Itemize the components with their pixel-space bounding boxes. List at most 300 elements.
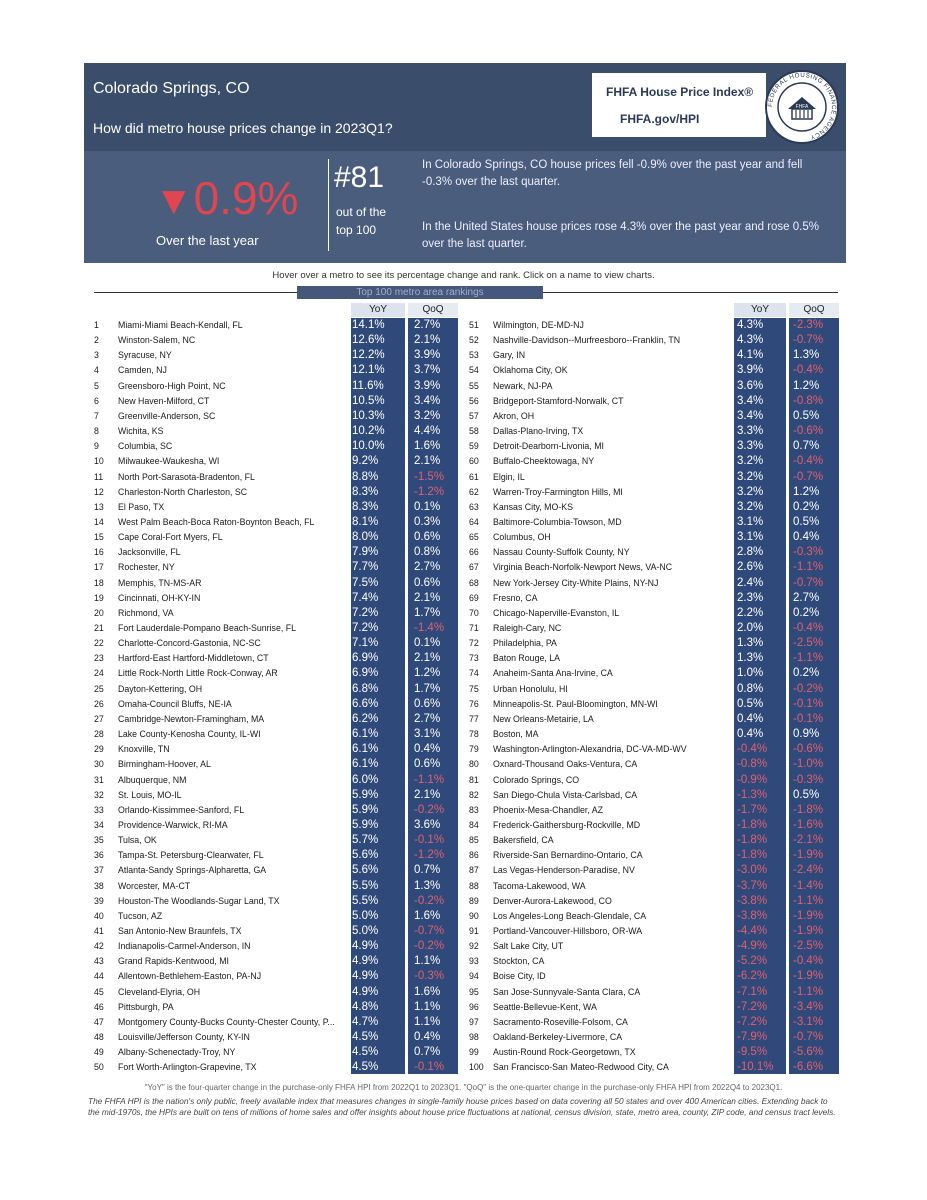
yoy-value: 0.8%	[737, 682, 764, 695]
yoy-value: 3.2%	[737, 485, 764, 498]
qoq-value: 0.2%	[793, 606, 820, 619]
metro-name-link[interactable]: Stockton, CA	[493, 956, 545, 967]
ranking-row[interactable]	[94, 1044, 460, 1060]
metro-name-link[interactable]: Salt Lake City, UT	[493, 941, 564, 952]
metro-name-link[interactable]: Wilmington, DE-MD-NJ	[493, 320, 584, 330]
metro-name-link[interactable]: Providence-Warwick, RI-MA	[118, 819, 228, 830]
ranking-row[interactable]	[94, 590, 460, 606]
yoy-value: -4.9%	[737, 940, 768, 953]
ranking-row[interactable]	[469, 438, 841, 454]
ranking-row[interactable]	[94, 332, 460, 348]
ranking-row[interactable]	[94, 650, 460, 666]
ranking-row[interactable]	[469, 878, 841, 894]
metro-name-link[interactable]: North Port-Sarasota-Bradenton, FL	[118, 471, 255, 482]
yoy-value: 7.7%	[352, 561, 379, 574]
yoy-value: 6.1%	[352, 758, 379, 771]
ranking-row[interactable]	[469, 953, 841, 969]
yoy-value: 7.1%	[352, 637, 379, 650]
ranking-row[interactable]	[469, 650, 841, 666]
metro-name-link[interactable]: Baton Rouge, LA	[493, 653, 561, 664]
ranking-row[interactable]	[469, 756, 841, 772]
yoy-value: 6.2%	[352, 712, 379, 725]
metro-name-link[interactable]: Pittsburgh, PA	[118, 1001, 174, 1012]
qoq-value: 1.3%	[793, 349, 820, 362]
qoq-value: 1.6%	[414, 909, 441, 922]
ranking-row[interactable]	[94, 893, 460, 909]
ranking-row[interactable]	[469, 711, 841, 727]
metro-name-link[interactable]: Boston, MA	[493, 729, 539, 740]
metro-name-link[interactable]: Sacramento-Roseville-Folsom, CA	[493, 1016, 628, 1027]
qoq-value: -1.1%	[793, 894, 824, 907]
ranking-row[interactable]	[469, 1044, 841, 1060]
metro-name-link[interactable]: New Haven-Milford, CT	[118, 395, 210, 406]
metro-name-link[interactable]: Buffalo-Cheektowaga, NY	[493, 456, 595, 467]
ranking-row[interactable]	[94, 362, 460, 378]
metro-name-link[interactable]: San Francisco-San Mateo-Redwood City, CA	[493, 1062, 669, 1073]
metro-name-link[interactable]: Milwaukee-Waukesha, WI	[118, 456, 220, 467]
metro-name-link[interactable]: Cape Coral-Fort Myers, FL	[118, 532, 223, 543]
ranking-row[interactable]	[469, 529, 841, 545]
qoq-value: 0.5%	[793, 788, 820, 801]
metro-name-link[interactable]: Syracuse, NY	[118, 350, 172, 361]
rank-number: 47	[94, 1016, 104, 1027]
metro-name-link[interactable]: Virginia Beach-Norfolk-Newport News, VA-NC	[493, 562, 673, 573]
ranking-row[interactable]	[469, 332, 841, 348]
metro-name-link[interactable]: Tulsa, OK	[118, 835, 157, 846]
ranking-row[interactable]	[469, 544, 841, 560]
metro-name-link[interactable]: Portland-Vancouver-Hillsboro, OR-WA	[493, 926, 643, 936]
ranking-row[interactable]	[469, 1014, 841, 1030]
metro-name-link[interactable]: Louisville/Jefferson County, KY-IN	[118, 1032, 250, 1043]
rank-number: 38	[94, 880, 104, 891]
metro-name-link[interactable]: Washington-Arlington-Alexandria, DC-VA-MD-WV	[493, 744, 687, 755]
metro-name-link[interactable]: Columbia, SC	[118, 441, 173, 452]
ranking-row[interactable]	[94, 832, 460, 848]
qoq-value: -1.2%	[414, 849, 445, 862]
qoq-value: 3.9%	[414, 349, 441, 362]
ranking-row[interactable]	[94, 847, 460, 863]
rank-number: 91	[469, 926, 479, 936]
yoy-value: 3.1%	[737, 531, 764, 544]
qoq-value: -6.6%	[793, 1061, 824, 1074]
ranking-row[interactable]	[94, 756, 460, 772]
ranking-row[interactable]	[469, 862, 841, 878]
qoq-value: 1.6%	[414, 440, 441, 453]
metro-name-link[interactable]: Urban Honolulu, HI	[493, 683, 568, 694]
ranking-row[interactable]	[94, 1014, 460, 1030]
ranking-row[interactable]	[94, 726, 460, 742]
yoy-value: 4.5%	[352, 1031, 379, 1044]
ranking-row[interactable]	[469, 423, 841, 439]
yoy-value: 4.9%	[352, 985, 379, 998]
metro-name-link[interactable]: Minneapolis-St. Paul-Bloomington, MN-WI	[493, 698, 658, 709]
ranking-row[interactable]	[94, 499, 460, 515]
ranking-row[interactable]	[469, 362, 841, 378]
yoy-value: 3.2%	[737, 455, 764, 468]
metro-name-link[interactable]: Oklahoma City, OK	[493, 365, 568, 376]
metro-name-link[interactable]: Albany-Schenectady-Troy, NY	[118, 1047, 236, 1058]
ranking-row[interactable]	[94, 559, 460, 575]
rank-number: 70	[469, 607, 479, 618]
ranking-row[interactable]	[94, 484, 460, 500]
metro-name-link[interactable]: Allentown-Bethlehem-Easton, PA-NJ	[118, 971, 262, 982]
yoy-value: 7.5%	[352, 576, 379, 589]
ranking-row[interactable]	[469, 514, 841, 530]
ranking-row[interactable]	[94, 665, 460, 681]
metro-name-link[interactable]: Tampa-St. Petersburg-Clearwater, FL	[118, 850, 264, 861]
metro-name-link[interactable]: Las Vegas-Henderson-Paradise, NV	[493, 865, 635, 876]
metro-name-link[interactable]: Omaha-Council Bluffs, NE-IA	[118, 698, 232, 709]
ranking-row[interactable]	[469, 696, 841, 712]
yoy-value: 4.8%	[352, 1000, 379, 1013]
ranking-row[interactable]	[469, 787, 841, 803]
yoy-value: 7.4%	[352, 591, 379, 604]
ranking-row[interactable]	[469, 469, 841, 485]
metro-name-link[interactable]: Atlanta-Sandy Springs-Alpharetta, GA	[118, 865, 267, 876]
yoy-value: 11.6%	[352, 379, 384, 392]
rank-number: 57	[469, 410, 479, 421]
metro-name-link[interactable]: Kansas City, MO-KS	[493, 501, 574, 512]
yoy-value: 6.9%	[352, 652, 379, 665]
yoy-value: 3.2%	[737, 500, 764, 513]
qoq-value: 0.1%	[414, 637, 441, 650]
ranking-row[interactable]	[469, 817, 841, 833]
metro-name-link[interactable]: Orlando-Kissimmee-Sanford, FL	[118, 804, 245, 815]
metro-name-link[interactable]: Hartford-East Hartford-Middletown, CT	[118, 653, 269, 664]
ranking-row[interactable]	[94, 696, 460, 712]
metro-name-link[interactable]: Richmond, VA	[118, 607, 174, 618]
yoy-value: 5.5%	[352, 894, 379, 907]
yoy-value: -5.2%	[737, 955, 768, 968]
rank-number: 53	[469, 350, 479, 361]
ranking-row[interactable]	[94, 787, 460, 803]
yoy-value: -9.5%	[737, 1046, 768, 1059]
ranking-row[interactable]	[94, 635, 460, 651]
yoy-change-big	[154, 171, 298, 225]
yoy-value: 6.0%	[352, 773, 379, 786]
metro-name-link[interactable]: Fort Lauderdale-Pompano Beach-Sunrise, FL	[118, 623, 296, 633]
ranking-row[interactable]	[94, 968, 460, 984]
metro-name-link[interactable]: New Orleans-Metairie, LA	[493, 713, 594, 724]
ranking-row[interactable]	[469, 893, 841, 909]
qoq-value: -1.9%	[793, 970, 824, 983]
ranking-row[interactable]	[469, 347, 841, 363]
metro-name-link[interactable]: Houston-The Woodlands-Sugar Land, TX	[118, 895, 280, 906]
qoq-value: -3.4%	[793, 1000, 824, 1013]
yoy-value: 3.4%	[737, 409, 764, 422]
ranking-row[interactable]	[469, 923, 841, 939]
rank-number: 50	[94, 1062, 104, 1073]
metro-name-link[interactable]: Austin-Round Rock-Georgetown, TX	[493, 1047, 636, 1058]
metro-name-link[interactable]: Colorado Springs, CO	[493, 774, 580, 785]
yoy-value: -7.9%	[737, 1031, 768, 1044]
rank-number: 90	[469, 910, 479, 921]
qoq-value: 1.7%	[414, 606, 441, 619]
metro-name-link[interactable]: New York-Jersey City-White Plains, NY-NJ	[493, 577, 659, 588]
rank-number: 21	[94, 623, 104, 633]
metro-name-link[interactable]: Jacksonville, FL	[118, 547, 181, 558]
metro-name-link[interactable]: Baltimore-Columbia-Towson, MD	[493, 516, 622, 527]
metro-name-link[interactable]: Albuquerque, NM	[118, 774, 187, 785]
ranking-row[interactable]	[469, 620, 841, 636]
ranking-row[interactable]	[94, 908, 460, 924]
ranking-row[interactable]	[469, 1029, 841, 1045]
metro-name-link[interactable]: Rochester, NY	[118, 562, 175, 573]
ranking-row[interactable]	[469, 741, 841, 757]
metro-name-link[interactable]: Greensboro-High Point, NC	[118, 380, 226, 391]
metro-name-link[interactable]: Birmingham-Hoover, AL	[118, 759, 211, 770]
ranking-row[interactable]	[94, 817, 460, 833]
ranking-row[interactable]	[94, 999, 460, 1015]
ranking-row[interactable]	[469, 938, 841, 954]
qoq-value: 0.6%	[414, 531, 441, 544]
metro-name-link[interactable]: San Jose-Sunnyvale-Santa Clara, CA	[493, 986, 641, 997]
yoy-value: -1.8%	[737, 834, 768, 847]
metro-name-link[interactable]: El Paso, TX	[118, 501, 165, 512]
qoq-value: 0.4%	[793, 531, 820, 544]
local-description: In Colorado Springs, CO house prices fell -0.9% over the past year and fell -0.3% over the last quarter.	[422, 159, 803, 188]
ranking-row[interactable]	[94, 741, 460, 757]
ranking-row[interactable]	[94, 938, 460, 954]
ranking-row[interactable]	[94, 514, 460, 530]
yoy-value: 5.5%	[352, 879, 379, 892]
rank-number: 45	[94, 986, 104, 997]
qoq-value: -1.2%	[414, 485, 445, 498]
ranking-row[interactable]	[469, 635, 841, 651]
metro-name-link[interactable]: Bakersfield, CA	[493, 835, 554, 846]
metro-name-link[interactable]: Elgin, IL	[493, 471, 525, 482]
fhfa-seal-icon	[764, 69, 840, 145]
ranking-row[interactable]	[94, 953, 460, 969]
ranking-row[interactable]	[94, 802, 460, 818]
rank-number: 52	[469, 335, 479, 346]
ranking-row[interactable]	[94, 438, 460, 454]
ranking-row[interactable]	[94, 605, 460, 621]
qoq-value: 1.2%	[414, 667, 441, 680]
ranking-row[interactable]	[469, 772, 841, 788]
metro-name-link[interactable]: Lake County-Kenosha County, IL-WI	[118, 729, 261, 740]
metro-name-link[interactable]: Raleigh-Cary, NC	[493, 623, 562, 633]
metro-name-link[interactable]: Detroit-Dearborn-Livonia, MI	[493, 441, 604, 452]
metro-name-link[interactable]: Akron, OH	[493, 410, 535, 421]
qoq-value: 0.8%	[414, 546, 441, 559]
metro-name-link[interactable]: Grand Rapids-Kentwood, MI	[118, 956, 229, 967]
yoy-value: 5.9%	[352, 818, 379, 831]
ranking-row[interactable]	[94, 711, 460, 727]
rank-number: 93	[469, 956, 479, 967]
ranking-row[interactable]	[94, 544, 460, 560]
qoq-value: 3.2%	[414, 409, 441, 422]
metro-name-link[interactable]: Greenville-Anderson, SC	[118, 410, 216, 421]
ranking-row[interactable]	[469, 984, 841, 1000]
metro-name-link[interactable]: Chicago-Naperville-Evanston, IL	[493, 607, 620, 618]
ranking-row[interactable]	[469, 681, 841, 697]
metro-name-link[interactable]: Tucson, AZ	[118, 910, 163, 921]
metro-name-link[interactable]: Charleston-North Charleston, SC	[118, 486, 248, 497]
rank-number: 19	[94, 592, 104, 603]
metro-name-link[interactable]: Winston-Salem, NC	[118, 335, 196, 346]
ranking-row[interactable]	[469, 908, 841, 924]
rank-number: 32	[94, 789, 104, 800]
ranking-row[interactable]	[469, 832, 841, 848]
metro-name-link[interactable]: Cincinnati, OH-KY-IN	[118, 592, 201, 603]
metro-name-link[interactable]: Fresno, CA	[493, 592, 538, 603]
ranking-row[interactable]	[94, 453, 460, 469]
rank-number: 54	[469, 365, 479, 376]
rank-number: 40	[94, 910, 104, 921]
ranking-row[interactable]	[94, 862, 460, 878]
ranking-row[interactable]	[469, 453, 841, 469]
ranking-row[interactable]	[94, 393, 460, 409]
rank-number: 44	[94, 971, 104, 982]
rank-number: 25	[94, 683, 104, 694]
metro-name-link[interactable]: Philadelphia, PA	[493, 638, 557, 649]
metro-name-link[interactable]: Dallas-Plano-Irving, TX	[493, 426, 584, 437]
metro-name-link[interactable]: Phoenix-Mesa-Chandler, AZ	[493, 804, 604, 815]
yoy-value: 5.0%	[352, 909, 379, 922]
ranking-row[interactable]	[469, 605, 841, 621]
ranking-row[interactable]	[469, 968, 841, 984]
metro-name-link[interactable]: Wichita, KS	[118, 426, 164, 437]
ranking-row[interactable]	[469, 317, 841, 333]
metro-name-link[interactable]: Indianapolis-Carmel-Anderson, IN	[118, 941, 251, 952]
ranking-row[interactable]	[94, 1059, 460, 1075]
metro-name-link[interactable]: Gary, IN	[493, 350, 526, 361]
ranking-row[interactable]	[94, 317, 460, 333]
metro-name-link[interactable]: Memphis, TN-MS-AR	[118, 577, 202, 588]
qoq-value: -1.1%	[793, 561, 824, 574]
metro-name-link[interactable]: Montgomery County-Bucks County-Chester County, P...	[118, 1016, 335, 1027]
metro-name-link[interactable]: Seattle-Bellevue-Kent, WA	[493, 1001, 597, 1012]
ranking-row[interactable]	[469, 393, 841, 409]
qoq-value: 0.7%	[793, 440, 820, 453]
ranking-row[interactable]	[94, 772, 460, 788]
qoq-value: -1.4%	[793, 879, 824, 892]
yoy-value: 12.1%	[352, 364, 385, 377]
ranking-row[interactable]	[94, 681, 460, 697]
metro-name-link[interactable]: San Antonio-New Braunfels, TX	[118, 926, 242, 936]
metro-name-link[interactable]: Miami-Miami Beach-Kendall, FL	[118, 320, 243, 330]
ranking-row[interactable]	[94, 923, 460, 939]
left-yoy-header: YoY	[351, 303, 405, 317]
yoy-value: -10.1%	[737, 1061, 774, 1074]
metro-name-link[interactable]: Worcester, MA-CT	[118, 880, 191, 891]
qoq-value: -0.1%	[414, 834, 445, 847]
ranking-row[interactable]	[469, 408, 841, 424]
fhfa-link[interactable]: FHFA.gov/HPI	[620, 112, 700, 126]
ranking-row[interactable]	[469, 999, 841, 1015]
metro-name-link[interactable]: Denver-Aurora-Lakewood, CO	[493, 895, 612, 906]
metro-name-link[interactable]: Frederick-Gaithersburg-Rockville, MD	[493, 819, 641, 830]
ranking-row[interactable]	[469, 665, 841, 681]
qoq-value: -2.3%	[793, 319, 824, 331]
metro-name-link[interactable]: Cambridge-Newton-Framingham, MA	[118, 713, 265, 724]
qoq-value: -0.2%	[414, 894, 445, 907]
metro-name-link[interactable]: Tacoma-Lakewood, WA	[493, 880, 586, 891]
rank-number: 16	[94, 547, 104, 558]
metro-name-link[interactable]: Oakland-Berkeley-Livermore, CA	[493, 1032, 623, 1043]
ranking-row[interactable]	[469, 484, 841, 500]
ranking-row[interactable]	[94, 878, 460, 894]
metro-name-link[interactable]: West Palm Beach-Boca Raton-Boynton Beach, FL	[118, 516, 315, 527]
ranking-row[interactable]	[469, 590, 841, 606]
metro-name-link[interactable]: Oxnard-Thousand Oaks-Ventura, CA	[493, 759, 638, 770]
metro-name-link[interactable]: Anaheim-Santa Ana-Irvine, CA	[493, 668, 613, 679]
qoq-value: 1.1%	[414, 1000, 441, 1013]
ranking-row[interactable]	[94, 408, 460, 424]
metro-name-link[interactable]: Knoxville, TN	[118, 744, 170, 755]
ranking-row[interactable]	[469, 1059, 841, 1075]
yoy-value: 10.3%	[352, 409, 385, 422]
ranking-row[interactable]	[94, 469, 460, 485]
rank-number: 55	[469, 380, 479, 391]
qoq-value: -1.1%	[793, 985, 824, 998]
qoq-value: -0.4%	[793, 364, 824, 377]
yoy-value: 2.3%	[737, 591, 764, 604]
rank-number: 85	[469, 835, 479, 846]
metro-name-link[interactable]: Columbus, OH	[493, 532, 551, 543]
rank-number: 83	[469, 804, 479, 815]
ranking-row[interactable]	[469, 847, 841, 863]
metro-name-link[interactable]: Little Rock-North Little Rock-Conway, AR	[118, 668, 278, 679]
ranking-row[interactable]	[469, 499, 841, 515]
qoq-value: -0.8%	[793, 394, 824, 407]
yoy-value: -3.0%	[737, 864, 768, 877]
metro-name-link[interactable]: Warren-Troy-Farmington Hills, MI	[493, 486, 623, 497]
rank-number: 66	[469, 547, 479, 558]
qoq-value: -0.7%	[793, 576, 824, 589]
ranking-row[interactable]	[94, 529, 460, 545]
rank-number: 9	[94, 441, 99, 452]
metro-name-link[interactable]: Camden, NJ	[118, 365, 167, 376]
qoq-value: 4.4%	[414, 425, 441, 438]
metro-name-link[interactable]: St. Louis, MO-IL	[118, 789, 182, 800]
header-top	[84, 63, 846, 151]
ranking-row[interactable]	[94, 1029, 460, 1045]
metro-name-link[interactable]: Fort Worth-Arlington-Grapevine, TX	[118, 1062, 257, 1073]
metro-name-link[interactable]: Cleveland-Elyria, OH	[118, 986, 201, 997]
ranking-row[interactable]	[469, 575, 841, 591]
metro-name-link[interactable]: Bridgeport-Stamford-Norwalk, CT	[493, 395, 624, 406]
qoq-value: 0.6%	[414, 576, 441, 589]
rank-number: 41	[94, 926, 104, 936]
ranking-row[interactable]	[469, 378, 841, 394]
ranking-row[interactable]	[469, 726, 841, 742]
metro-name-link[interactable]: Newark, NJ-PA	[493, 380, 553, 391]
ranking-row[interactable]	[469, 802, 841, 818]
rank-number: 68	[469, 577, 479, 588]
metro-name-link[interactable]: Charlotte-Concord-Gastonia, NC-SC	[118, 638, 261, 649]
ranking-row[interactable]	[94, 620, 460, 636]
ranking-row[interactable]	[469, 559, 841, 575]
metro-name-link[interactable]: San Diego-Chula Vista-Carlsbad, CA	[493, 789, 638, 800]
ranking-row[interactable]	[94, 378, 460, 394]
yoy-value: -7.2%	[737, 1015, 768, 1028]
metro-name-link[interactable]: Nashville-Davidson--Murfreesboro--Franklin, TN	[493, 335, 681, 346]
rank-number: 3	[94, 350, 99, 361]
metro-name-link[interactable]: Los Angeles-Long Beach-Glendale, CA	[493, 910, 647, 921]
metro-name-link[interactable]: Boise City, ID	[493, 971, 546, 982]
qoq-value: 2.1%	[414, 788, 441, 801]
ranking-row[interactable]	[94, 575, 460, 591]
ranking-row[interactable]	[94, 423, 460, 439]
yoy-value: 8.0%	[352, 531, 379, 544]
ranking-row[interactable]	[94, 347, 460, 363]
metro-name-link[interactable]: Riverside-San Bernardino-Ontario, CA	[493, 850, 643, 861]
ranking-row[interactable]	[94, 984, 460, 1000]
metro-name-link[interactable]: Dayton-Kettering, OH	[118, 683, 203, 694]
metro-name-link[interactable]: Nassau County-Suffolk County, NY	[493, 547, 630, 558]
